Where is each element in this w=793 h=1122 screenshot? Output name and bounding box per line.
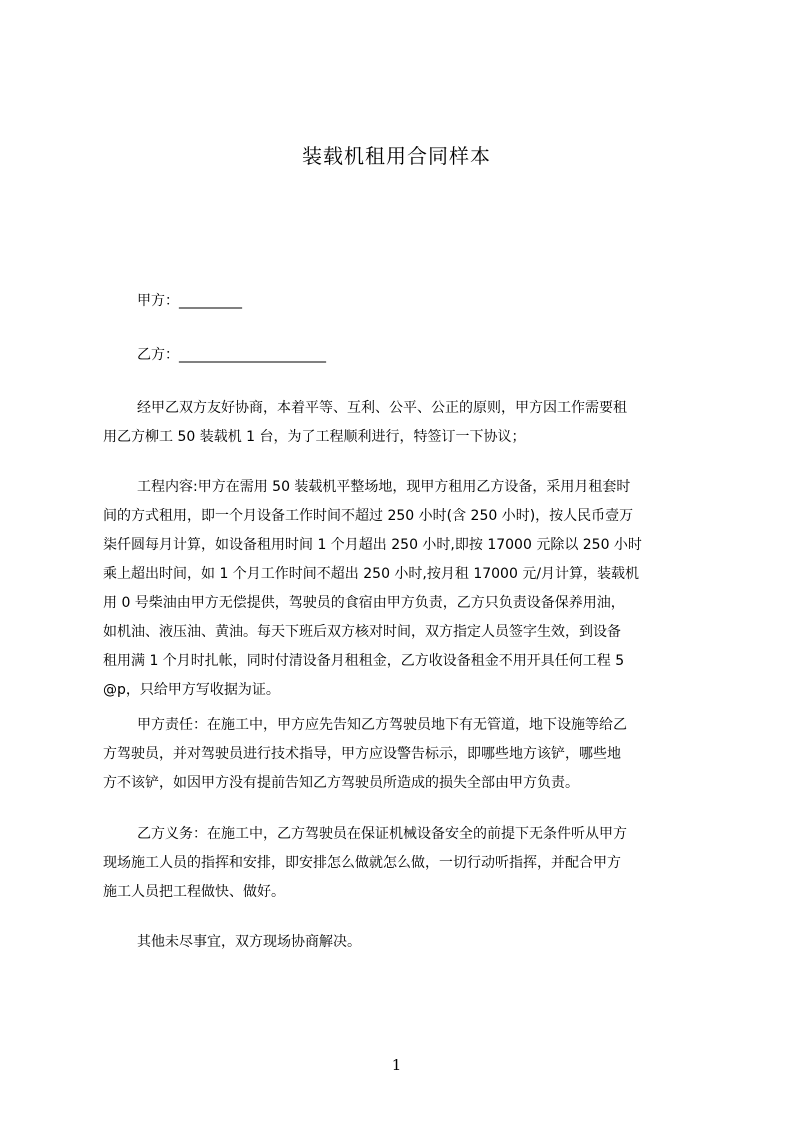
paragraph-line: 其他未尽事宜，双方现场协商解决。 [137, 934, 361, 950]
paragraph-line: 现场施工人员的指挥和安排，即安排怎么做就怎么做，一切行动听指挥，并配合甲方 [103, 855, 621, 871]
paragraph-line: 甲方责任：在施工中，甲方应先告知乙方驾驶员地下有无管道，地下设施等给乙 [137, 717, 627, 733]
party-b-obligations-paragraph [103, 820, 700, 907]
party-a-field: 甲方：_________ [137, 293, 242, 309]
paragraph-line: 用 0 号柴油由甲方无偿提供，驾驶员的食宿由甲方负责，乙方只负责设备保养用油， [103, 595, 625, 611]
paragraph-line: 乙方义务：在施工中，乙方驾驶员在保证机械设备安全的前提下无条件听从甲方 [137, 826, 627, 842]
paragraph-line: 经甲乙双方友好协商，本着平等、互利、公平、公正的原则，甲方因工作需要租 [137, 400, 627, 416]
document-title: 装载机租用合同样本 [302, 144, 491, 168]
page-number: 1 [391, 1056, 402, 1074]
work-content-paragraph [103, 473, 700, 705]
paragraph-line: 乘上超出时间，如 1 个月工作时间不超出 250 小时,按月租 17000 元/月计算，装载机 [103, 566, 640, 582]
paragraph-line: 柒仟圆每月计算，如设备租用时间 1 个月超出 250 小时,即按 17000 元除以 250 小时 [103, 537, 642, 553]
paragraph-line: 如机油、液压油、黄油。每天下班后双方核对时间，双方指定人员签字生效，到设备 [103, 624, 621, 640]
paragraph-line: 方驾驶员，并对驾驶员进行技术指导，甲方应设警告标示，即哪些地方该铲，哪些地 [103, 746, 621, 762]
party-a-duties-paragraph [103, 711, 700, 798]
paragraph-line: 工程内容:甲方在需用 50 装载机平整场地，现甲方租用乙方设备，采用月租套时 [137, 479, 631, 495]
paragraph-line: 施工人员把工程做快、做好。 [103, 884, 285, 900]
paragraph-line: 用乙方柳工 50 装载机 1 台，为了工程顺利进行，特签订一下协议； [103, 429, 526, 445]
paragraph-line: 间的方式租用，即一个月设备工作时间不超过 250 小时(含 250 小时)，按人民币壹万 [103, 508, 634, 524]
intro-paragraph [103, 394, 700, 452]
paragraph-line: 方不该铲，如因甲方没有提前告知乙方驾驶员所造成的损失全部由甲方负责。 [103, 775, 579, 791]
other-matters-paragraph [103, 928, 700, 957]
paragraph-line: @p，只给甲方写收据为证。 [103, 682, 280, 698]
party-b-field: 乙方：_____________________ [137, 347, 326, 363]
paragraph-line: 租用满 1 个月时扎帐，同时付清设备月租租金，乙方收设备租金不用开具任何工程 5 [103, 653, 625, 669]
